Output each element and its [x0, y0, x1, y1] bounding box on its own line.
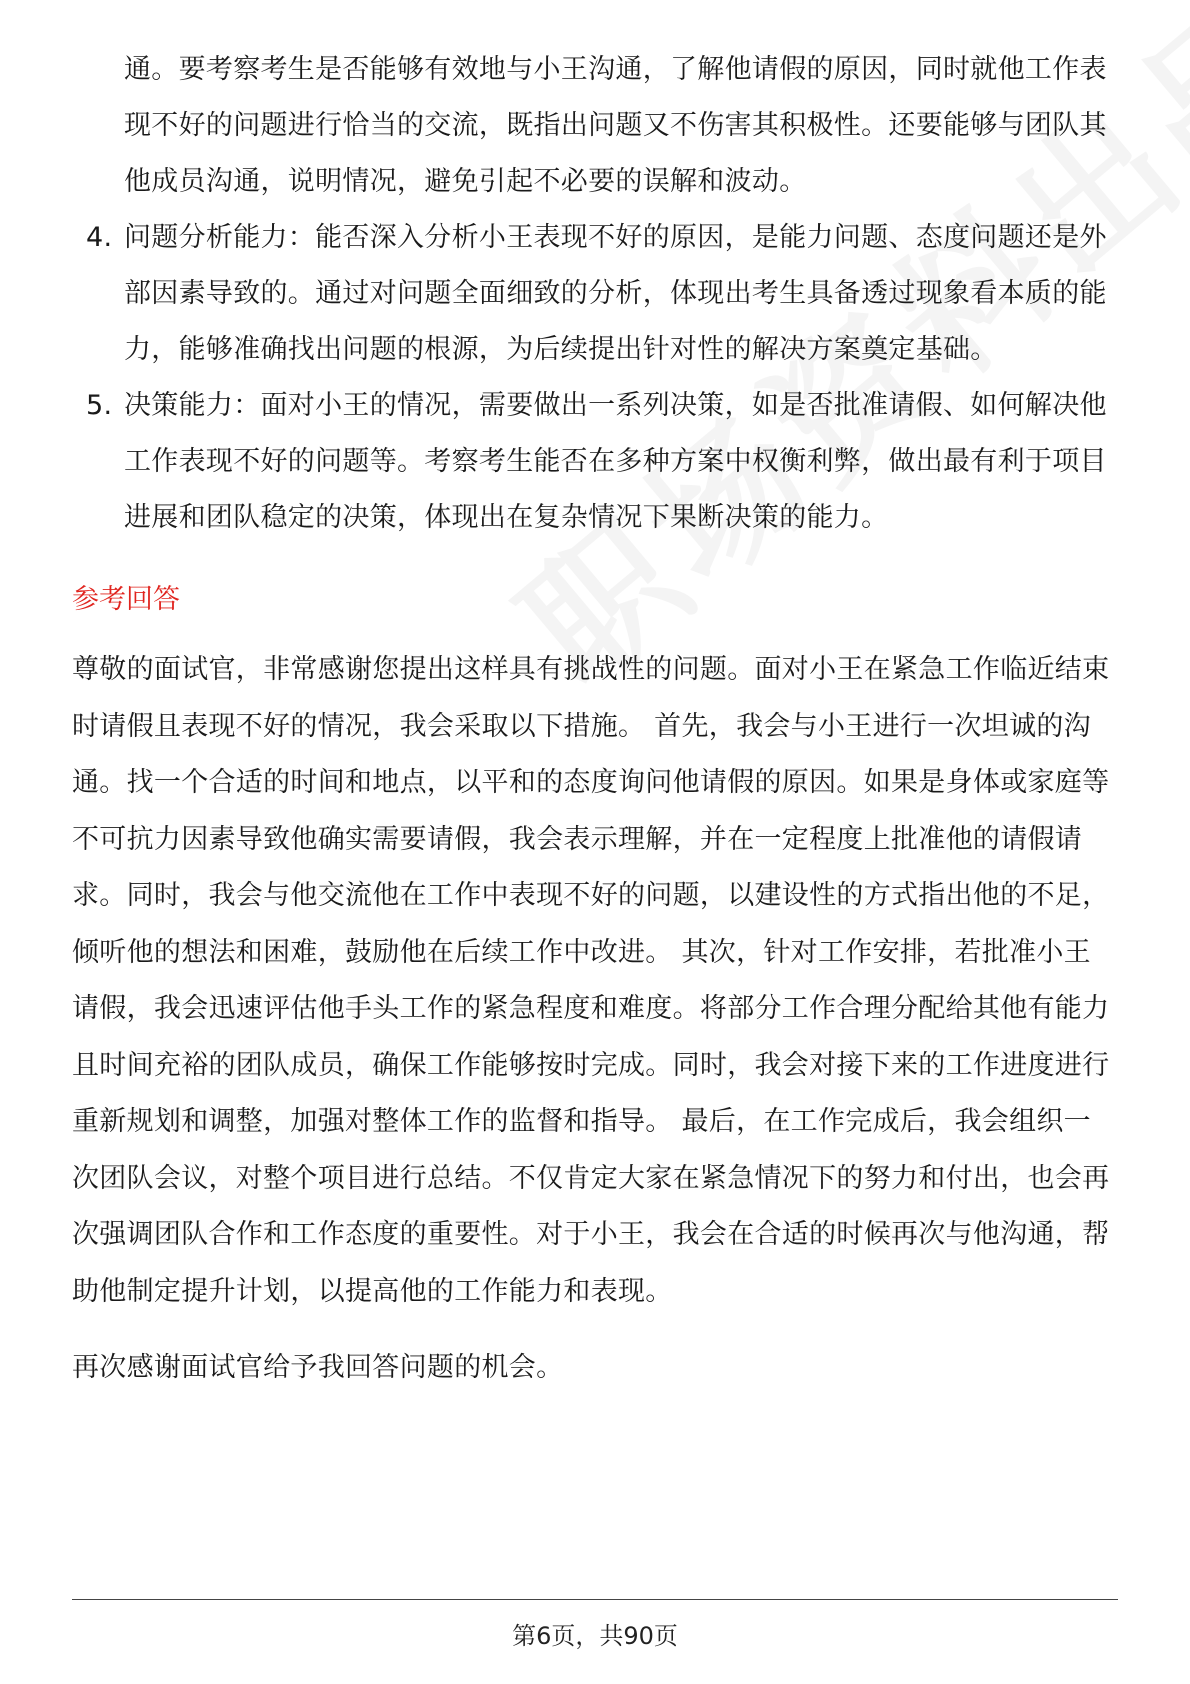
list-item — [72, 378, 1112, 546]
list-item-number: 4. — [86, 222, 113, 253]
page-number: 第6页，共90页 — [512, 1622, 678, 1650]
list-item-continuation: 通。要考察考生是否能够有效地与小王沟通，了解他请假的原因，同时就他工作表现不好的问题进行恰当的交流，既指出问题又不伤害其积极性。还要能够与团队其他成员沟通，说明情况，避免引起不必要的误解和波动。 — [124, 54, 1107, 197]
footer-divider — [72, 1599, 1118, 1600]
list-item-text: 问题分析能力：能否深入分析小王表现不好的原因，是能力问题、态度问题还是外部因素导致的。通过对问题全面细致的分析，体现出考生具备透过现象看本质的能力，能够准确找出问题的根源，为后续提出针对性的解决方案奠定基础。 — [124, 222, 1107, 365]
list-item-number: 5. — [86, 390, 113, 421]
answer-paragraph: 尊敬的面试官，非常感谢您提出这样具有挑战性的问题。面对小王在紧急工作临近结束时请假且表现不好的情况，我会采取以下措施。 首先，我会与小王进行一次坦诚的沟通。找一个合适的时间和地点，以平和的态度询问他请假的原因。如果是身体或家庭等不可抗力因素导致他确实需要请假，我会表示理解，并在一定程度上批准他的请假请求。同时，我会与他交流他在工作中表现不好的问题，以建设性的方式指出他的不足，倾听他的想法和困难，鼓励他在后续工作中改进。 其次，针对工作安排，若批准小王请假，我会迅速评估他手头工作的紧急程度和难度。将部分工作合理分配给其他有能力且时间充裕的团队成员，确保工作能够按时完成。同时，我会对接下来的工作进度进行重新规划和调整，加强对整体工作的监督和指导。 最后，在工作完成后，我会组织一次团队会议，对整个项目进行总结。不仅肯定大家在紧急情况下的努力和付出，也会再次强调团队合作和工作态度的重要性。对于小王，我会在合适的时候再次与他沟通，帮助他制定提升计划，以提高他的工作能力和表现。 — [72, 654, 1110, 1307]
list-item — [72, 210, 1112, 378]
ability-list — [72, 42, 1112, 546]
page-content — [72, 42, 1112, 1397]
answer-closing-paragraph: 再次感谢面试官给予我回答问题的机会。 — [72, 1352, 564, 1383]
section-heading-reference-answer: 参考回答 — [72, 584, 180, 615]
list-item-text: 决策能力：面对小王的情况，需要做出一系列决策，如是否批准请假、如何解决他工作表现不好的问题等。考察考生能否在多种方案中权衡利弊，做出最有利于项目进展和团队稳定的决策，体现出在复杂情况下果断决策的能力。 — [124, 390, 1107, 533]
